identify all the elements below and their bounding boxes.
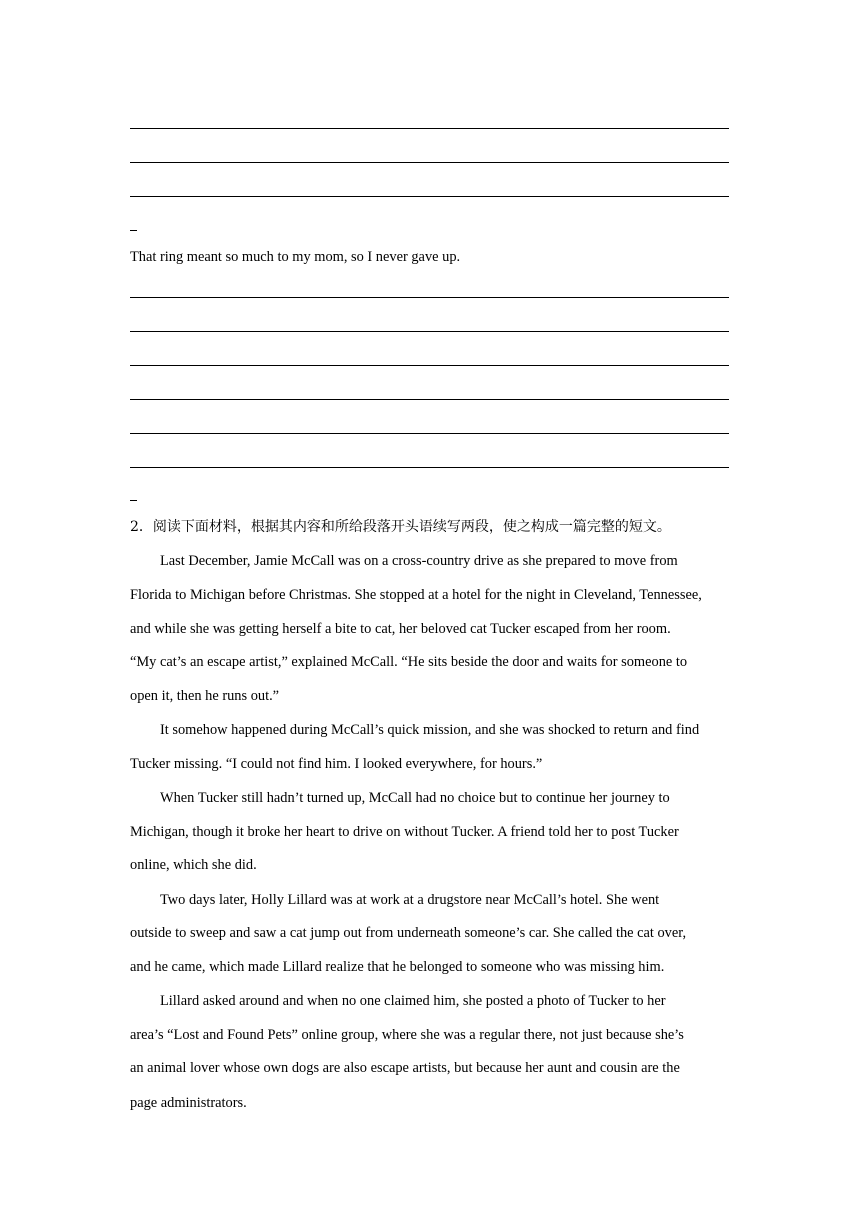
writing-line bbox=[130, 399, 729, 400]
passage-line: Last December, Jamie McCall was on a cross-country drive as she prepared to move from bbox=[160, 553, 678, 569]
passage-line: page administrators. bbox=[130, 1095, 247, 1111]
passage-line: When Tucker still hadn’t turned up, McCall had no choice but to continue her journey to bbox=[160, 790, 670, 806]
passage-line: and he came, which made Lillard realize that he belonged to someone who was missing him. bbox=[130, 959, 665, 975]
writing-line bbox=[130, 196, 729, 197]
passage-line: It somehow happened during McCall’s quick mission, and she was shocked to return and find bbox=[160, 722, 700, 738]
writing-line bbox=[130, 365, 729, 366]
passage-line: Lillard asked around and when no one claimed him, she posted a photo of Tucker to her bbox=[160, 993, 666, 1009]
writing-line bbox=[130, 331, 729, 332]
question-instruction: 阅读下面材料，根据其内容和所给段落开头语续写两段，使之构成一篇完整的短文。 bbox=[152, 519, 671, 535]
passage-line: “My cat’s an escape artist,” explained McCall. “He sits beside the door and waits for someone to bbox=[130, 654, 688, 670]
question-2-heading bbox=[130, 517, 671, 537]
writing-line bbox=[130, 433, 729, 434]
passage-line: Michigan, though it broke her heart to drive on without Tucker. A friend told her to post Tucker bbox=[130, 824, 679, 840]
passage-line: Two days later, Holly Lillard was at work at a drugstore near McCall’s hotel. She went bbox=[160, 892, 660, 908]
writing-line bbox=[130, 467, 729, 468]
writing-line bbox=[130, 297, 729, 298]
passage-line: online, which she did. bbox=[130, 857, 257, 873]
passage-line: Tucker missing. “I could not find him. I looked everywhere, for hours.” bbox=[130, 756, 543, 772]
prompt-sentence: That ring meant so much to my mom, so I never gave up. bbox=[130, 249, 461, 265]
passage-line: Florida to Michigan before Christmas. She stopped at a hotel for the night in Cleveland, Tennessee, bbox=[130, 587, 702, 603]
passage-line: an animal lover whose own dogs are also escape artists, but because her aunt and cousin are the bbox=[130, 1060, 680, 1076]
passage-line: outside to sweep and saw a cat jump out from underneath someone’s car. She called the cat over, bbox=[130, 925, 687, 941]
writing-line bbox=[130, 162, 729, 163]
passage-line: area’s “Lost and Found Pets” online group, where she was a regular there, not just because she’s bbox=[130, 1027, 684, 1043]
passage-line: and while she was getting herself a bite to cat, her beloved cat Tucker escaped from her room. bbox=[130, 621, 671, 637]
writing-line bbox=[130, 128, 729, 129]
writing-line-end bbox=[130, 500, 137, 501]
question-number: 2． bbox=[130, 519, 153, 535]
passage-line: open it, then he runs out.” bbox=[130, 688, 280, 704]
writing-line-end bbox=[130, 230, 137, 231]
